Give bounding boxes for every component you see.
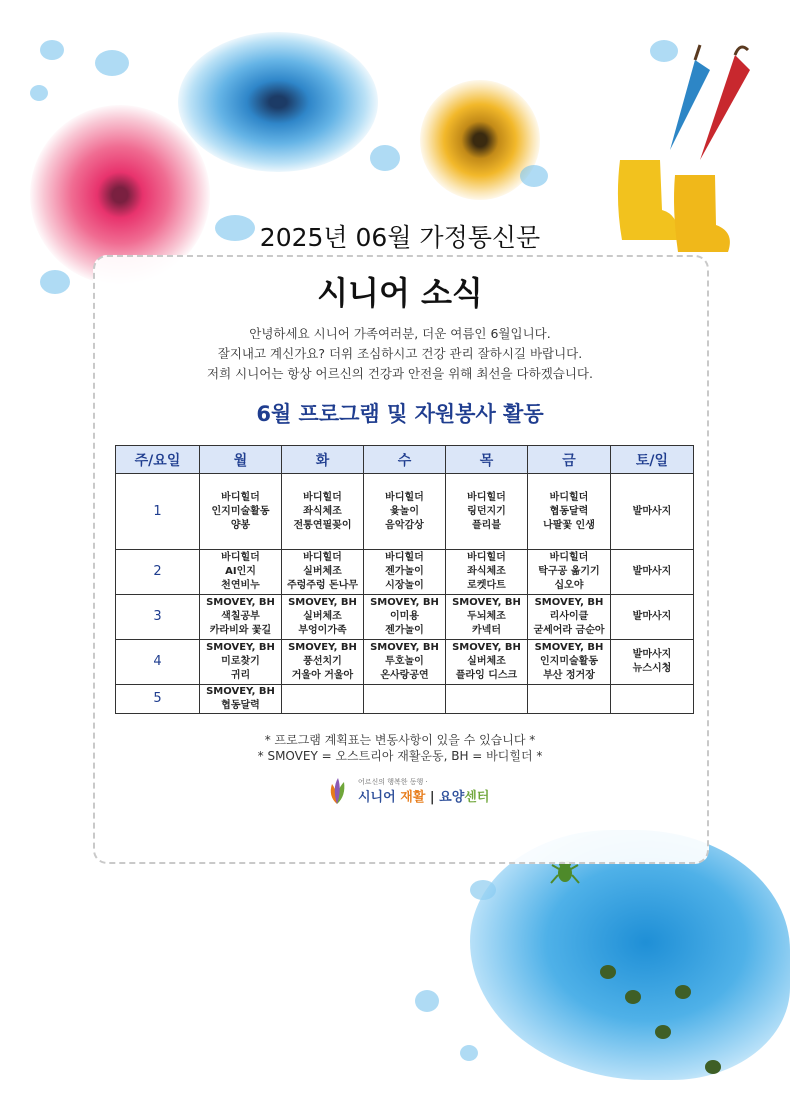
table-row xyxy=(116,595,694,640)
activity: 실버체조 xyxy=(467,656,506,667)
activity: SMOVEY, BH xyxy=(534,597,604,608)
schedule-cell xyxy=(364,595,446,640)
program-schedule-table xyxy=(115,445,694,714)
activity: 뉴스시청 xyxy=(632,663,672,674)
activity: 이미용 xyxy=(390,611,419,622)
schedule-cell xyxy=(200,550,282,595)
activity: 인지미술활동 xyxy=(211,505,270,517)
lily-pad-icon xyxy=(675,985,691,999)
activity: 미로찾기 xyxy=(221,656,260,667)
schedule-cell xyxy=(528,550,611,595)
schedule-cell xyxy=(282,550,364,595)
activity: 실버체조 xyxy=(303,566,342,577)
activity: 젠가놀이 xyxy=(385,625,424,636)
activity: 바디힐더 xyxy=(467,491,506,503)
activity: AI인지 xyxy=(225,566,256,577)
table-header-row xyxy=(116,446,694,474)
week-number: 4 xyxy=(116,640,200,685)
activity: 발마사지 xyxy=(632,649,672,660)
footnote: * SMOVEY = 오스트리아 재활운동, BH = 바디힐더 * xyxy=(257,749,543,763)
activity: 로켓다트 xyxy=(467,580,506,591)
activity: 양봉 xyxy=(230,519,251,531)
lily-pad-icon xyxy=(655,1025,671,1039)
activity: 거울아 거울아 xyxy=(291,670,354,681)
card-title: 시니어 소식 xyxy=(317,274,483,312)
schedule-cell xyxy=(364,685,446,714)
activity: SMOVEY, BH xyxy=(452,642,521,653)
logo-tagline: 어르신의 행복한 동행 · xyxy=(358,778,428,786)
activity: SMOVEY, BH xyxy=(288,642,357,653)
activity: 실버체조 xyxy=(303,611,342,622)
column-header: 목 xyxy=(446,446,528,474)
activity: 윷놀이 xyxy=(390,505,419,517)
schedule-cell xyxy=(364,640,446,685)
lily-pad-icon xyxy=(705,1060,721,1074)
activity: 바디힐더 xyxy=(303,491,342,503)
schedule-cell xyxy=(200,640,282,685)
activity: 좌식체조 xyxy=(467,566,506,577)
column-header: 화 xyxy=(282,446,364,474)
activity: 발마사지 xyxy=(632,611,672,622)
logo-name-part: 시니어 xyxy=(358,790,401,805)
schedule-cell xyxy=(611,685,694,714)
activity: 바디힐더 xyxy=(385,552,424,563)
activity: 발마사지 xyxy=(632,505,672,517)
column-header: 토/일 xyxy=(611,446,694,474)
schedule-cell xyxy=(364,550,446,595)
column-header: 월 xyxy=(200,446,282,474)
activity: 주렁주렁 돈나무 xyxy=(286,580,359,591)
activity: 음악감상 xyxy=(385,519,424,531)
activity: 바디힐더 xyxy=(549,491,589,503)
leaf-logo-icon xyxy=(322,776,352,806)
schedule-cell xyxy=(446,550,528,595)
column-header: 금 xyxy=(528,446,611,474)
blue-splash-decoration xyxy=(370,145,400,171)
schedule-cell xyxy=(200,595,282,640)
activity: 부엉이가족 xyxy=(298,625,347,636)
activity: SMOVEY, BH xyxy=(534,642,604,653)
newsletter-title: 2025년 06월 가정통신문 xyxy=(259,223,541,252)
logo-name-part: 재활 xyxy=(400,790,426,805)
blue-flower-decoration xyxy=(178,32,378,172)
activity: 바디힐더 xyxy=(221,552,260,563)
column-header: 주/요일 xyxy=(116,446,200,474)
blue-splash-decoration xyxy=(520,165,548,187)
activity: SMOVEY, BH xyxy=(206,686,275,697)
activity: 굳세어라 금순아 xyxy=(533,625,605,636)
blue-splash-decoration xyxy=(30,85,48,101)
schedule-cell xyxy=(528,474,611,550)
schedule-cell xyxy=(528,640,611,685)
intro-line: 저희 시니어는 항상 어르신의 건강과 안전을 위해 최선을 다하겠습니다. xyxy=(207,366,593,381)
blue-splash-decoration xyxy=(95,50,129,76)
footnotes xyxy=(0,732,800,764)
blue-splash-decoration xyxy=(40,40,64,60)
schedule-cell xyxy=(282,474,364,550)
schedule-cell xyxy=(611,640,694,685)
schedule-cell xyxy=(446,474,528,550)
table-row xyxy=(116,474,694,550)
activity: SMOVEY, BH xyxy=(452,597,521,608)
intro-line: 안녕하세요 시니어 가족여러분, 더운 여름인 6월입니다. xyxy=(249,326,551,341)
week-number: 2 xyxy=(116,550,200,595)
activity: 시장놀이 xyxy=(385,580,424,591)
footnote: * 프로그램 계획표는 변동사항이 있을 수 있습니다 * xyxy=(264,733,536,747)
activity: 발마사지 xyxy=(632,566,672,577)
activity: 탁구공 옮기기 xyxy=(538,566,600,577)
activity: 바디힐더 xyxy=(303,552,342,563)
schedule-cell xyxy=(446,685,528,714)
activity: 귀리 xyxy=(230,670,251,681)
activity: 두뇌체조 xyxy=(467,611,506,622)
activity: 바디힐더 xyxy=(549,552,589,563)
activity: SMOVEY, BH xyxy=(370,642,439,653)
activity: 온사랑공연 xyxy=(380,670,429,681)
schedule-cell xyxy=(364,474,446,550)
lily-pad-icon xyxy=(625,990,641,1004)
water-puddle-decoration xyxy=(470,830,790,1080)
blue-splash-decoration xyxy=(415,990,439,1012)
logo-separator: | xyxy=(425,790,440,805)
activity: 플리블 xyxy=(472,519,501,531)
table-row xyxy=(116,685,694,714)
schedule-cell xyxy=(611,550,694,595)
activity: 전통연필꽂이 xyxy=(293,519,352,531)
activity: 천연비누 xyxy=(221,580,260,591)
activity: SMOVEY, BH xyxy=(206,642,275,653)
schedule-cell xyxy=(282,595,364,640)
activity: 십오야 xyxy=(554,580,584,591)
activity: 리사이클 xyxy=(549,611,589,622)
activity: 색칠공부 xyxy=(221,611,260,622)
schedule-cell xyxy=(282,685,364,714)
activity: 부산 정거장 xyxy=(543,670,595,681)
activity: 협동달력 xyxy=(549,505,589,517)
table-row xyxy=(116,640,694,685)
activity: SMOVEY, BH xyxy=(288,597,357,608)
intro-text xyxy=(0,324,800,384)
schedule-cell xyxy=(611,474,694,550)
blue-splash-decoration xyxy=(460,1045,478,1061)
week-number: 3 xyxy=(116,595,200,640)
activity: 바디힐더 xyxy=(467,552,506,563)
activity: 젠가놀이 xyxy=(385,566,424,577)
schedule-cell xyxy=(446,595,528,640)
activity: 링던지기 xyxy=(467,505,506,517)
column-header: 수 xyxy=(364,446,446,474)
activity: 바디힐더 xyxy=(385,491,424,503)
activity: 카라비와 꽃길 xyxy=(209,625,272,636)
schedule-cell xyxy=(611,595,694,640)
activity: 바디힐더 xyxy=(221,491,260,503)
schedule-cell xyxy=(528,685,611,714)
activity: SMOVEY, BH xyxy=(370,597,439,608)
table-row xyxy=(116,550,694,595)
section-title: 6월 프로그램 및 자원봉사 활동 xyxy=(256,402,544,426)
schedule-cell xyxy=(200,685,282,714)
activity: 풍선치기 xyxy=(303,656,342,667)
lily-pad-icon xyxy=(600,965,616,979)
schedule-cell xyxy=(200,474,282,550)
activity: 좌식체조 xyxy=(303,505,342,517)
activity: 카넥터 xyxy=(472,625,501,636)
week-number: 5 xyxy=(116,685,200,714)
schedule-cell xyxy=(528,595,611,640)
logo-name-part: 센터 xyxy=(464,790,490,805)
center-logo xyxy=(322,776,492,806)
logo-name-part: 요양 xyxy=(439,790,465,805)
activity: 나팔꽃 인생 xyxy=(543,519,595,531)
week-number: 1 xyxy=(116,474,200,550)
logo-name xyxy=(358,786,489,805)
activity: 플라잉 디스크 xyxy=(455,670,518,681)
intro-line: 잘지내고 계신가요? 더위 조심하시고 건강 관리 잘하시길 바랍니다. xyxy=(217,346,583,361)
activity: SMOVEY, BH xyxy=(206,597,275,608)
schedule-cell xyxy=(446,640,528,685)
schedule-cell xyxy=(282,640,364,685)
activity: 투호놀이 xyxy=(385,656,424,667)
activity: 협동달력 xyxy=(221,700,260,711)
activity: 인지미술활동 xyxy=(540,656,598,667)
